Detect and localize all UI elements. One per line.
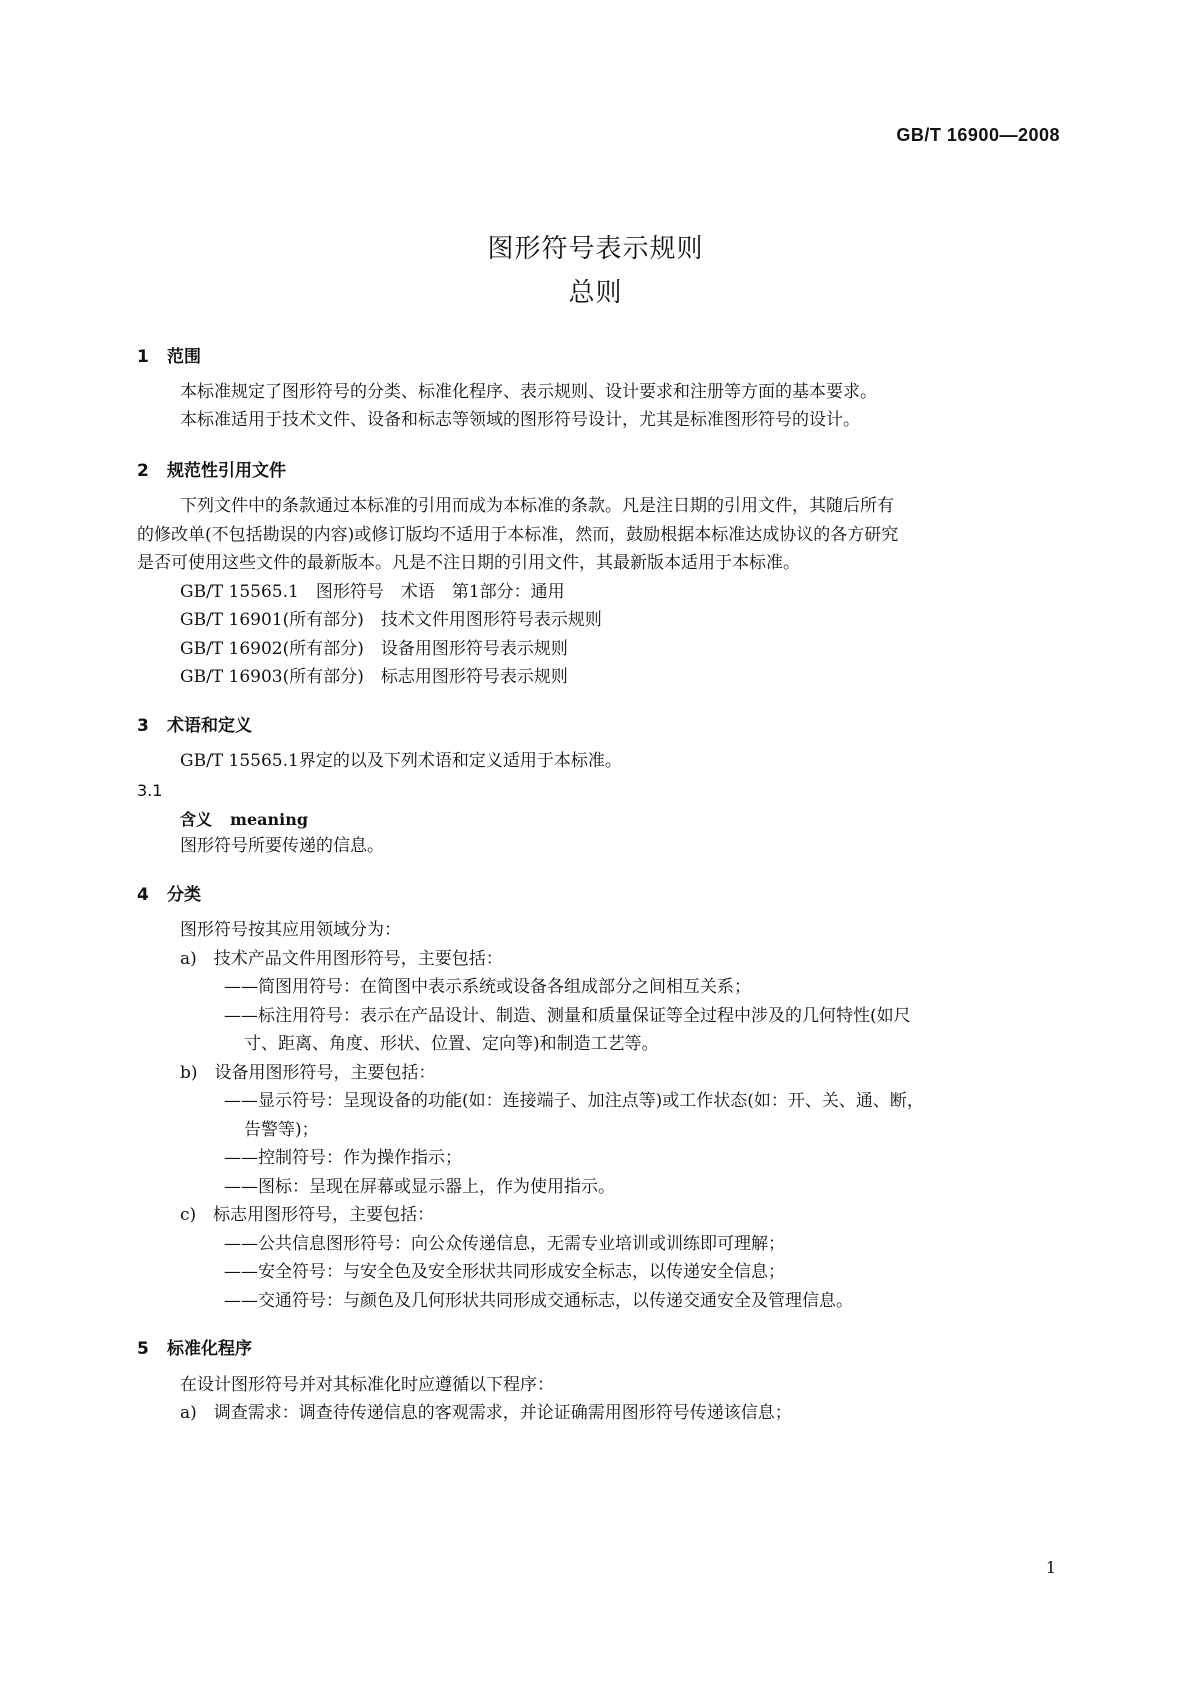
- section-heading-2: [137, 456, 286, 481]
- list-item: a) 技术产品文件用图形符号，主要包括：: [180, 949, 503, 969]
- list-subitem: ——公共信息图形符号：向公众传递信息，无需专业培训或训练即可理解；: [224, 1234, 785, 1254]
- paragraph: 本标准规定了图形符号的分类、标准化程序、表示规则、设计要求和注册等方面的基本要求。: [180, 382, 877, 402]
- document-title: 图形符号表示规则: [487, 234, 704, 264]
- subsection-number: 3.1: [137, 781, 163, 800]
- list-subitem: ——安全符号：与安全色及安全形状共同形成安全标志，以传递安全信息；: [224, 1262, 785, 1282]
- section-title: 范围: [167, 347, 201, 367]
- term-chinese: 含义: [180, 810, 213, 829]
- reference-item: GB/T 16902(所有部分) 设备用图形符号表示规则: [180, 639, 568, 659]
- section-heading-5: [137, 1334, 252, 1359]
- list-subitem: ——交通符号：与颜色及几何形状共同形成交通标志，以传递交通安全及管理信息。: [224, 1291, 853, 1311]
- paragraph: GB/T 15565.1界定的以及下列术语和定义适用于本标准。: [180, 751, 622, 771]
- section-number: 2: [137, 461, 149, 481]
- list-subitem-continuation: 告警等)；: [244, 1120, 319, 1140]
- page-number: 1: [1045, 1558, 1056, 1577]
- list-subitem: ——显示符号：呈现设备的功能(如：连接端子、加注点等)或工作状态(如：开、关、通、断，: [224, 1091, 924, 1111]
- term-definition: 图形符号所要传递的信息。: [180, 836, 384, 856]
- section-title: 分类: [167, 885, 201, 905]
- paragraph: 图形符号按其应用领域分为：: [180, 920, 401, 940]
- paragraph: 在设计图形符号并对其标准化时应遵循以下程序：: [180, 1375, 554, 1395]
- section-title: 规范性引用文件: [167, 461, 286, 481]
- list-subitem: ——简图用符号：在简图中表示系统或设备各组成部分之间相互关系；: [224, 977, 751, 997]
- list-subitem: ——控制符号：作为操作指示；: [224, 1148, 462, 1168]
- list-item: b) 设备用图形符号，主要包括：: [180, 1063, 436, 1083]
- section-number: 1: [137, 347, 149, 367]
- section-heading-4: [137, 880, 201, 905]
- document-subtitle: 总则: [568, 278, 623, 308]
- list-subitem: ——标注用符号：表示在产品设计、制造、测量和质量保证等全过程中涉及的几何特性(如尺: [224, 1006, 911, 1026]
- reference-item: GB/T 15565.1 图形符号 术语 第1部分：通用: [180, 582, 565, 602]
- section-heading-1: [137, 342, 201, 367]
- section-title: 标准化程序: [167, 1339, 252, 1359]
- list-item: c) 标志用图形符号，主要包括：: [180, 1205, 435, 1225]
- term-entry: [180, 806, 308, 834]
- list-subitem: ——图标：呈现在屏幕或显示器上，作为使用指示。: [224, 1177, 615, 1197]
- paragraph-continuation: 是否可使用这些文件的最新版本。凡是不注日期的引用文件，其最新版本适用于本标准。: [137, 553, 800, 573]
- standard-number: GB/T 16900—2008: [896, 125, 1060, 145]
- section-heading-3: [137, 711, 252, 736]
- reference-item: GB/T 16903(所有部分) 标志用图形符号表示规则: [180, 667, 568, 687]
- section-title: 术语和定义: [167, 716, 252, 736]
- section-number: 4: [137, 885, 149, 905]
- term-english: meaning: [230, 810, 309, 829]
- paragraph: 下列文件中的条款通过本标准的引用而成为本标准的条款。凡是注日期的引用文件，其随后所有: [180, 496, 894, 516]
- paragraph-continuation: 的修改单(不包括勘误的内容)或修订版均不适用于本标准，然而，鼓励根据本标准达成协议的各方研究: [137, 525, 899, 545]
- reference-item: GB/T 16901(所有部分) 技术文件用图形符号表示规则: [180, 610, 602, 630]
- section-number: 5: [137, 1339, 149, 1359]
- section-number: 3: [137, 716, 149, 736]
- list-item: a) 调查需求：调查待传递信息的客观需求，并论证确需用图形符号传递该信息；: [180, 1403, 792, 1423]
- paragraph: 本标准适用于技术文件、设备和标志等领域的图形符号设计，尤其是标准图形符号的设计。: [180, 410, 860, 430]
- list-subitem-continuation: 寸、距离、角度、形状、位置、定向等)和制造工艺等。: [244, 1034, 659, 1054]
